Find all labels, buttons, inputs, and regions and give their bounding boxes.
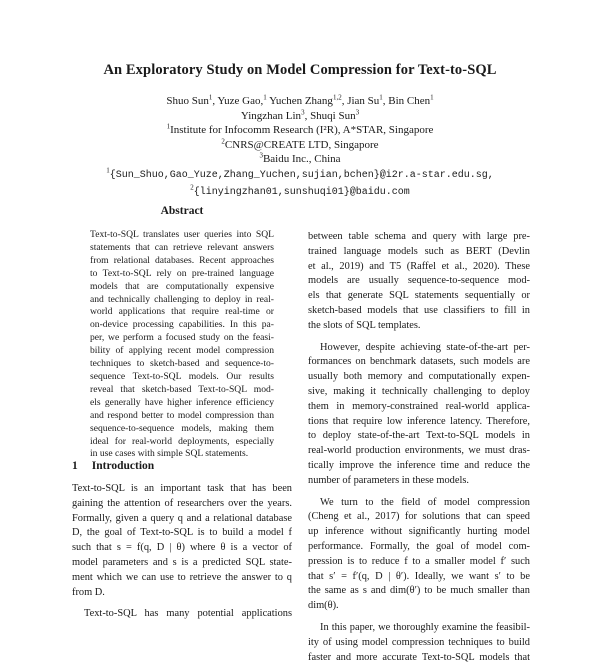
- abstract-line: statements that can retrieve relevant answers: [90, 241, 274, 253]
- section-heading-introduction: [72, 460, 168, 472]
- right-column: [308, 230, 530, 672]
- body-line: dim(θ).: [308, 600, 339, 612]
- affiliation-3: $^3$Baidu Inc., China: [259, 151, 341, 166]
- body-line: models are usually sequence-to-sequence mod-: [308, 275, 530, 287]
- body-line: such that s = f(q, D | θ) where θ is a vector of: [72, 542, 292, 554]
- email-line-2: $^2${linyingzhan01,sunshuqi01}@baidu.com: [190, 182, 410, 198]
- section-title: Introduction: [91, 460, 155, 472]
- abstract-line: techniques to sketch-based and sequence-to-: [90, 358, 274, 370]
- abstract-line: from relational databases. Recent approaches: [90, 254, 274, 266]
- body-line: sketch-based models that use classifiers to fill in: [308, 304, 530, 316]
- body-paragraph: [308, 621, 530, 665]
- body-line: D, the goal of Text-to-SQL is to build a model f: [72, 527, 292, 539]
- body-line: tically improve the inference time and reduce the: [308, 459, 530, 471]
- abstract-line: Text-to-SQL translates user queries into SQL: [90, 229, 274, 240]
- author-name: Bin Chen: [388, 95, 431, 107]
- author-block: [0, 94, 600, 200]
- abstract-section: [72, 200, 292, 461]
- author-sup: 3: [355, 107, 360, 116]
- author-name: Yuze Gao,: [217, 95, 264, 107]
- abstract-line: models that are computationally expensive: [90, 280, 274, 292]
- abstract-line: world applications that require real-time or: [90, 306, 274, 318]
- body-line: number of parameters in these models.: [308, 474, 470, 486]
- body-line: from D.: [72, 586, 105, 598]
- paper-title: An Exploratory Study on Model Compression for Text-to-SQL: [103, 62, 497, 78]
- body-line: real-world production environments, we must dras-: [308, 445, 530, 457]
- body-line: between table schema and query with large pre-: [308, 231, 530, 242]
- body-line: Formally, given a query q and a relational database: [72, 512, 292, 524]
- abstract-line: and technically challenging to deploy in real-: [90, 293, 274, 305]
- author-sup: 1: [379, 93, 383, 102]
- author-sup: 1: [208, 93, 213, 102]
- abstract-body: [90, 229, 274, 461]
- author-sup: 3: [301, 107, 305, 116]
- abstract-line: bility of applying recent model compression: [90, 345, 274, 357]
- email-line-1: $^1${Sun_Shuo,Gao_Yuze,Zhang_Yuchen,sujian,bchen}@i2r.a-star.edu.sg,: [106, 166, 494, 181]
- abstract-line: to Text-to-SQL rely on pre-trained language: [90, 267, 274, 279]
- body-line: formances on benchmark datasets, such models are: [308, 356, 530, 368]
- author-sup: 1: [263, 93, 267, 102]
- intro-paragraph-left: [72, 482, 292, 622]
- abstract-line: in use cases with simple SQL statements.: [90, 448, 249, 460]
- abstract-heading: Abstract: [160, 205, 204, 217]
- body-line: model parameters and s is a predicted SQL state-: [72, 556, 292, 568]
- body-line: up inference without significantly hurting model: [308, 526, 530, 538]
- body-line: them in memory-constrained real-world applica-: [308, 400, 530, 412]
- abstract-line: on-device processing capabilities. In this pa-: [90, 319, 274, 331]
- author-name: Shuo Sun: [166, 95, 209, 107]
- email-link[interactable]: {Sun_Shuo,Gao_Yuze,Zhang_Yuchen,sujian,bchen}@i2r.a-star.edu.sg,: [109, 169, 494, 181]
- body-line: usually both memory and computationally expen-: [308, 371, 530, 383]
- abstract-line: ideal for real-world deployments, especially: [90, 435, 274, 447]
- body-line: ment which we can use to retrieve the answer to q: [72, 571, 292, 583]
- body-line: the same as s and dim(θ′) to be much smaller than: [308, 585, 530, 597]
- body-line: Text-to-SQL is an important task that has been: [72, 483, 292, 494]
- body-line: trained language models such as BERT (Devlin: [308, 245, 530, 257]
- body-line: performance. Formally, the goal of model com-: [308, 540, 530, 552]
- body-paragraph: [308, 230, 530, 334]
- body-line: et al., 2019) and T5 (Raffel et al., 2020). These: [308, 260, 530, 272]
- section-number: 1: [72, 460, 78, 472]
- body-line: tions that require low inference latency. Therefore,: [308, 415, 530, 427]
- body-line: Text-to-SQL has many potential applications: [84, 608, 292, 620]
- body-paragraph: [308, 341, 530, 489]
- abstract-line: sequence Text-to-SQL models. Our results: [90, 370, 274, 382]
- abstract-line: reveal that sketch-based Text-to-SQL mod-: [90, 383, 274, 395]
- author-name: Yingzhan Lin: [240, 109, 302, 122]
- author-line-2: Yingzhan Lin$^3$, Shuqi Sun$^3$: [240, 107, 360, 122]
- abstract-line: and respond better to model compression than: [90, 409, 274, 421]
- body-line: In this paper, we thoroughly examine the feasibil-: [320, 621, 530, 633]
- abstract-line: els generally have higher inference efficiency: [90, 396, 274, 408]
- author-name: Yuchen Zhang: [269, 95, 333, 107]
- author-sup: 1,2: [332, 93, 342, 102]
- abstract-line: sequence-to-sequence models, making them: [90, 422, 274, 434]
- body-line: sive, making it technically challenging to deploy: [308, 385, 530, 397]
- body-line: that s′ = f′(q, D | θ′). Ideally, we want s′ to be: [308, 570, 530, 582]
- body-line: pression is to reduce f to a smaller model f′ such: [308, 555, 530, 567]
- affiliation-1: $^1$Institute for Infocomm Research (I²R), A*STAR, Singapore: [166, 122, 434, 137]
- body-line: ity of using model compression techniques to build: [308, 636, 530, 648]
- body-line: (Cheng et al., 2017) for solutions that can speed: [308, 511, 530, 523]
- body-line: We turn to the field of model compression: [320, 496, 530, 508]
- body-line: to deploy state-of-the-art Text-to-SQL models in: [308, 430, 530, 442]
- author-name: Shuqi Sun: [310, 109, 356, 122]
- body-line: the slots of SQL templates.: [308, 319, 421, 331]
- affiliation-2: $^2$CNRS@CREATE LTD, Singapore: [221, 137, 379, 151]
- body-line: However, despite achieving state-of-the-art per-: [320, 341, 530, 353]
- abstract-line: per, we perform a focused study on the feasi-: [90, 332, 274, 344]
- author-sup: 1: [430, 93, 434, 102]
- body-line: gaining the attention of researchers over the years.: [72, 497, 292, 509]
- author-line-1: Shuo Sun$^1$, Yuze Gao,$^1$ Yuchen Zhang$^{1,2}$, Jian Su$^1$, Bin Chen$^1$: [166, 93, 434, 107]
- body-line: els that generate SQL statements sequentially or: [308, 290, 530, 302]
- author-name: Jian Su: [347, 95, 380, 107]
- email-link[interactable]: {linyingzhan01,sunshuqi01}@baidu.com: [193, 186, 410, 198]
- body-line: faster and more accurate Text-to-SQL models that: [308, 651, 530, 663]
- body-paragraph: [308, 496, 530, 614]
